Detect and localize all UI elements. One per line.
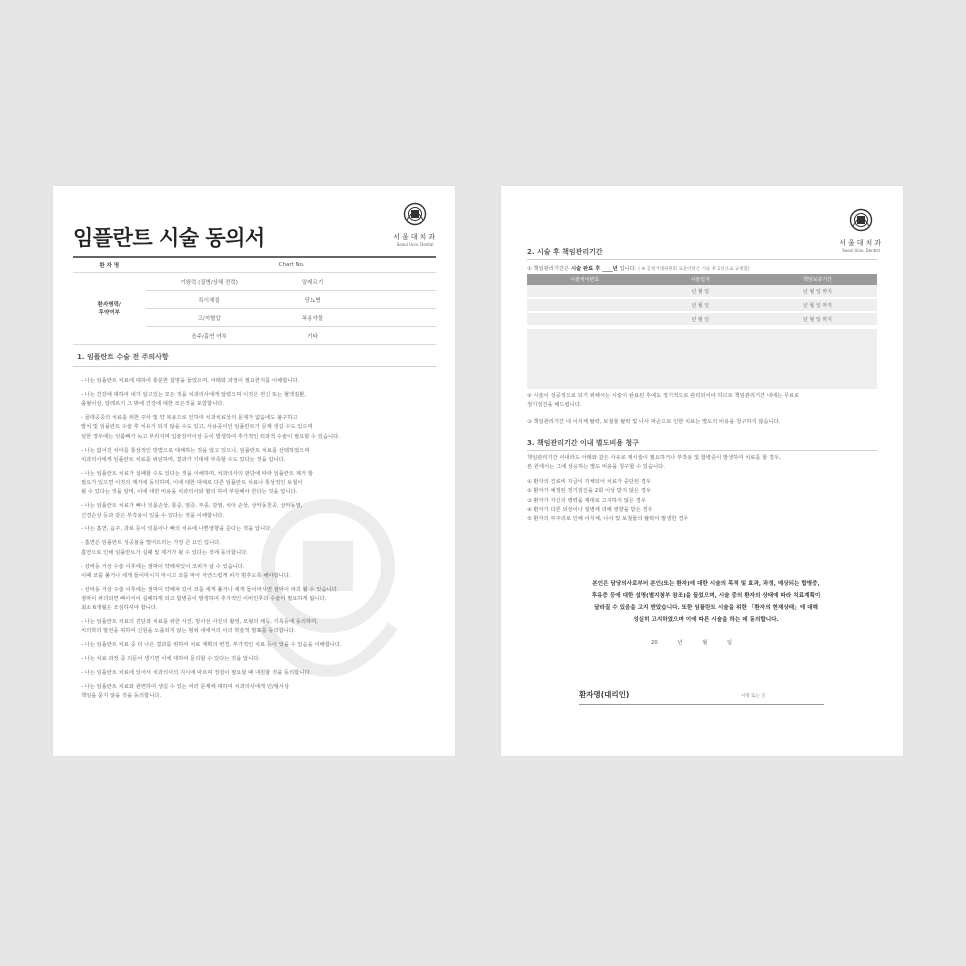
text: 책임관리기간 이내라도 아래와 같은 사유로 재시술이 필요하거나 부작용 및 합병증이 발생하여 치료를 할 경우, 본 원에서는 그에 상응하는 별도 비용을 청구할 수 있습니다. [527, 455, 781, 471]
text: ③ 책임관리기간 내 이식체 탈락, 보철물 탈락 및 나사 파손으로 인한 치료는 별도의 비용을 청구하지 않습니다. [527, 419, 781, 425]
table-row [73, 273, 436, 291]
tooth-number-cell[interactable] [527, 285, 643, 298]
clinic-subtitle: Seoul Univ. Dental [396, 242, 434, 247]
precautions-list [81, 377, 436, 706]
text: ① 책임관리기간은 [527, 266, 570, 272]
warranty-period-line [527, 264, 750, 272]
table-cell: 기왕력 (질병/상해 전력) [146, 273, 273, 291]
consent-form-page-2 [501, 186, 903, 756]
table-row [527, 312, 877, 326]
history-label: 환자병력/ 투약여부 [73, 273, 146, 345]
table-cell: 고/저혈압 [146, 309, 273, 327]
signature-label: 환자명(대리인) [579, 690, 630, 699]
emblem-icon [403, 202, 427, 226]
note: ( ※ 공정거래위원회 표준약관은 시술 후 1년으로 규정함) [638, 267, 750, 272]
list-item: - 나는 건강에 대하여 내가 알고있는 모든 것을 치과의사에게 알렸으며 이것은 전신 또는 혈액질환, 출혈이상, 알레르기 그 밖에 건강에 대한 모든것을 포함합니다. [81, 391, 307, 408]
list-item: - 나는 임플란트 치료 중 더 나은 결과를 위하여 치료 계획의 변경, 부가적인 치료 등이 있을 수 있음을 이해합니다. [81, 642, 342, 649]
section-heading-3: 3. 책임관리기간 이내 별도비용 청구 [527, 439, 639, 447]
tooth-number-cell[interactable] [527, 312, 643, 326]
warranty-years-field[interactable]: 시술 완료 후 ____년 [570, 266, 618, 272]
list-item: - 나는 임플란트 치료에 대하여 충분한 설명을 들었으며, 아래와 과정이 필요한지를 이해합니다. [81, 378, 300, 384]
date-cell[interactable]: 년 월 일 [643, 298, 759, 312]
date-cell[interactable]: 년 월 일 [643, 312, 759, 326]
section-heading-1: 1. 임플란트 수술 전 주의사항 [77, 353, 169, 361]
list-item: - 나는 흡연, 음주, 과로 등이 잇몸이나 뼈의 치유에 나쁜영향을 준다는 것을 압니다. [81, 526, 272, 533]
table-cell: 음주/흡연 여부 [146, 327, 273, 345]
list-item: - 상악동 거상 수술 이후에는 점막이 약해져있어 코피가 날 수 있습니다. 이때 코를 풀거나 세게 들이마시지 마시고 코를 막아 자연스럽게 피가 멈추도록 해야합니다. [81, 563, 291, 579]
patient-info-table [73, 256, 436, 345]
column-header: 시술일자 [643, 274, 759, 285]
item-2 [527, 392, 887, 411]
list-item: - 나는 임플란트 치료와 관련하여 생길 수 있는 여러 문제에 대하여 치과의사에게 민/형사상 책임을 묻지 않을 것을 동의합니다. [81, 684, 290, 700]
date-field[interactable]: 20 년 월 일 [651, 640, 733, 646]
clinic-name: 서울대치과 [393, 233, 437, 241]
clinic-name: 서울대치과 [839, 239, 883, 247]
consent-statement [551, 578, 861, 626]
period-cell[interactable]: 년 월 일 까지 [758, 312, 877, 326]
patient-name-label: 환 자 명 [73, 257, 146, 273]
list-item: - 나는 없어진 치아를 통상적인 방법으로 대체하는 것을 알고 있으나, 임플란트 치료를 선택하였으며 치과의사에게 임플란트 치료를 위임하며, 결과가 기대에 부족할 수도 있다는 것을 압니다. [81, 447, 310, 463]
list-item: - 나는 임플란트 치료에 있어서 치과의사의 지시에 따르며 정검이 필요할 때 내원할 것을 동의합니다. [81, 670, 312, 677]
list-item: - 골대공증의 치료를 위한 주사 및 약 복용으로 인하여 치과치료상의 문제가 없음에도 불구하고 발치 및 임플란트 수술 후 치유가 되지 않을 수도 있고, 사용중이던 임플란트가 문제 생길 수도 있으며 심한 경우에는 잇몸뼈가 녹고 부러지며 입술감각이상 등이 발생하여 추가적인 외과적 수술이 필요할 수 있습니다. [81, 415, 340, 440]
table-header-row [527, 274, 877, 285]
divider [527, 259, 877, 260]
clinic-logo [393, 202, 437, 247]
table-row [527, 285, 877, 298]
section-heading-2: 2. 시술 후 책임관리기간 [527, 248, 603, 256]
list-item: - 흡연은 임플란트 성공율을 떨어뜨리는 가장 큰 요인 입니다. 흡연으로 인해 임플란트가 실패 및 제거가 될 수 있다는 것에 동의합니다. [81, 540, 248, 556]
table-row [527, 298, 877, 312]
text: 입니다. [619, 266, 637, 272]
text: ② 시술이 성공적으로 되기 위해서는 시술이 완료된 후에도 정기적으로 관리되어야 하므로 책임관리기간 내에는 무료로 정기검진을 해드립니다. [527, 393, 800, 409]
item-3 [527, 418, 887, 427]
clinic-subtitle: Seoul Univ. Dentist [842, 248, 881, 253]
column-header: 시술치아번호 [527, 274, 643, 285]
signature-note: 서명 또는 인 [741, 694, 766, 699]
divider [527, 450, 877, 451]
warranty-table [527, 274, 877, 327]
consent-form-page-1 [53, 186, 455, 756]
clinic-logo [839, 208, 883, 253]
tooth-number-cell[interactable] [527, 298, 643, 312]
list-item: - 나는 임플란트 치료의 진단과 치료를 위한 사진, 방사선 사진의 촬영, 모형의 채득, 기록등에 동의하며, 치의학의 발전을 위하여 신원을 노출되지 않는 범위 내에서의 이의 학술적 발표를 동의합니다. [81, 619, 318, 635]
page-title: 임플란트 시술 동의서 [73, 226, 265, 250]
table-cell: 복용약물 [273, 309, 353, 327]
text: 본인은 담당의사로부터 본인(또는 환자)에 대한 시술의 목적 및 효과, 과정, 예상되는 합병증, 후유증 등에 대한 설명(별지첨부 참조)을 들었으며, 시술 중의 환자의 상태에 따라 치료계획이 달라질 수 있음을 고지 받았습니다. 또한 임플란트 시술을 위한 「환자의 현재상태」에 대해 성실히 고지하였으며 이에 따른 시술을 하는 데 동의합니다. [591, 581, 821, 623]
table-row [73, 257, 436, 273]
list-item: - 상악동 거상 수술 이후에는 점막이 약해져 있어 코를 세게 풀거나 세게 들이마시면 점막이 파괴 될 수 있습니다. 점막이 파괴되면 뼈이식이 실패하게 되고 합병증이 발생하여 추가적인 이비인후과 수술이 필요하게 됩니다. 최소 6개월은 조심하셔야 합니다. [81, 586, 339, 612]
list-item: - 나는 임플란트 치료가 실패할 수도 있다는 것을 이해하며, 치과의사의 판단에 따라 임플란트 제거 할 필요가 있으면 이것의 제거에 동의하며, 이에 대한 대체로 다른 임플란트 치료나 통상적인 보철이 될 수 있다는 것을 알며, 이에 대한 비용을 치과의사와 협의 하여 부담해야 한다는 것을 압니다. [81, 470, 313, 496]
list-item: - 나는 치료 과정 중 의문이 생기면 이에 대하여 문의할 수 있다는 것을 압니다. [81, 656, 260, 663]
column-header: 책임보증기간 [758, 274, 877, 285]
table-cell: 특이체질 [146, 291, 273, 309]
period-cell[interactable]: 년 월 일 까지 [758, 298, 877, 312]
divider [73, 366, 436, 367]
period-cell[interactable]: 년 월 일 까지 [758, 285, 877, 298]
chart-no-label: Chart No. [273, 257, 436, 273]
date-cell[interactable]: 년 월 일 [643, 285, 759, 298]
section-3-intro [527, 454, 887, 473]
section-3-list [527, 478, 887, 524]
signature-line[interactable] [579, 704, 824, 705]
table-cell: 알레르기 [273, 273, 353, 291]
notes-box[interactable] [527, 329, 877, 389]
table-cell: 당뇨병 [273, 291, 353, 309]
text: ① 환자의 진료비 지급이 지체되어 치료가 중단된 경우 ② 환자가 예정된 정기검진을 2회 이상 받지 않은 경우 ③ 환자가 자신의 병력을 제대로 고지하지 않은 경우 ④ 환자가 다른 외상이나 질병에 의해 영향을 받은 경우 ⑤ 환자의 부주의로 인해 이식체, 나사 및 보철물의 탈락이 발생한 경우 [527, 479, 689, 523]
emblem-icon [849, 208, 873, 232]
list-item: - 나는 임플란트 치료가 뼈나 잇몸손상, 통증, 염증, 부종, 감염, 치아 손상, 상악동천공, 상악동염, 신경손상 등과 같은 부작용이 있을 수 있다는 것을 이해합니다. [81, 503, 303, 519]
table-cell: 기타 [273, 327, 353, 345]
